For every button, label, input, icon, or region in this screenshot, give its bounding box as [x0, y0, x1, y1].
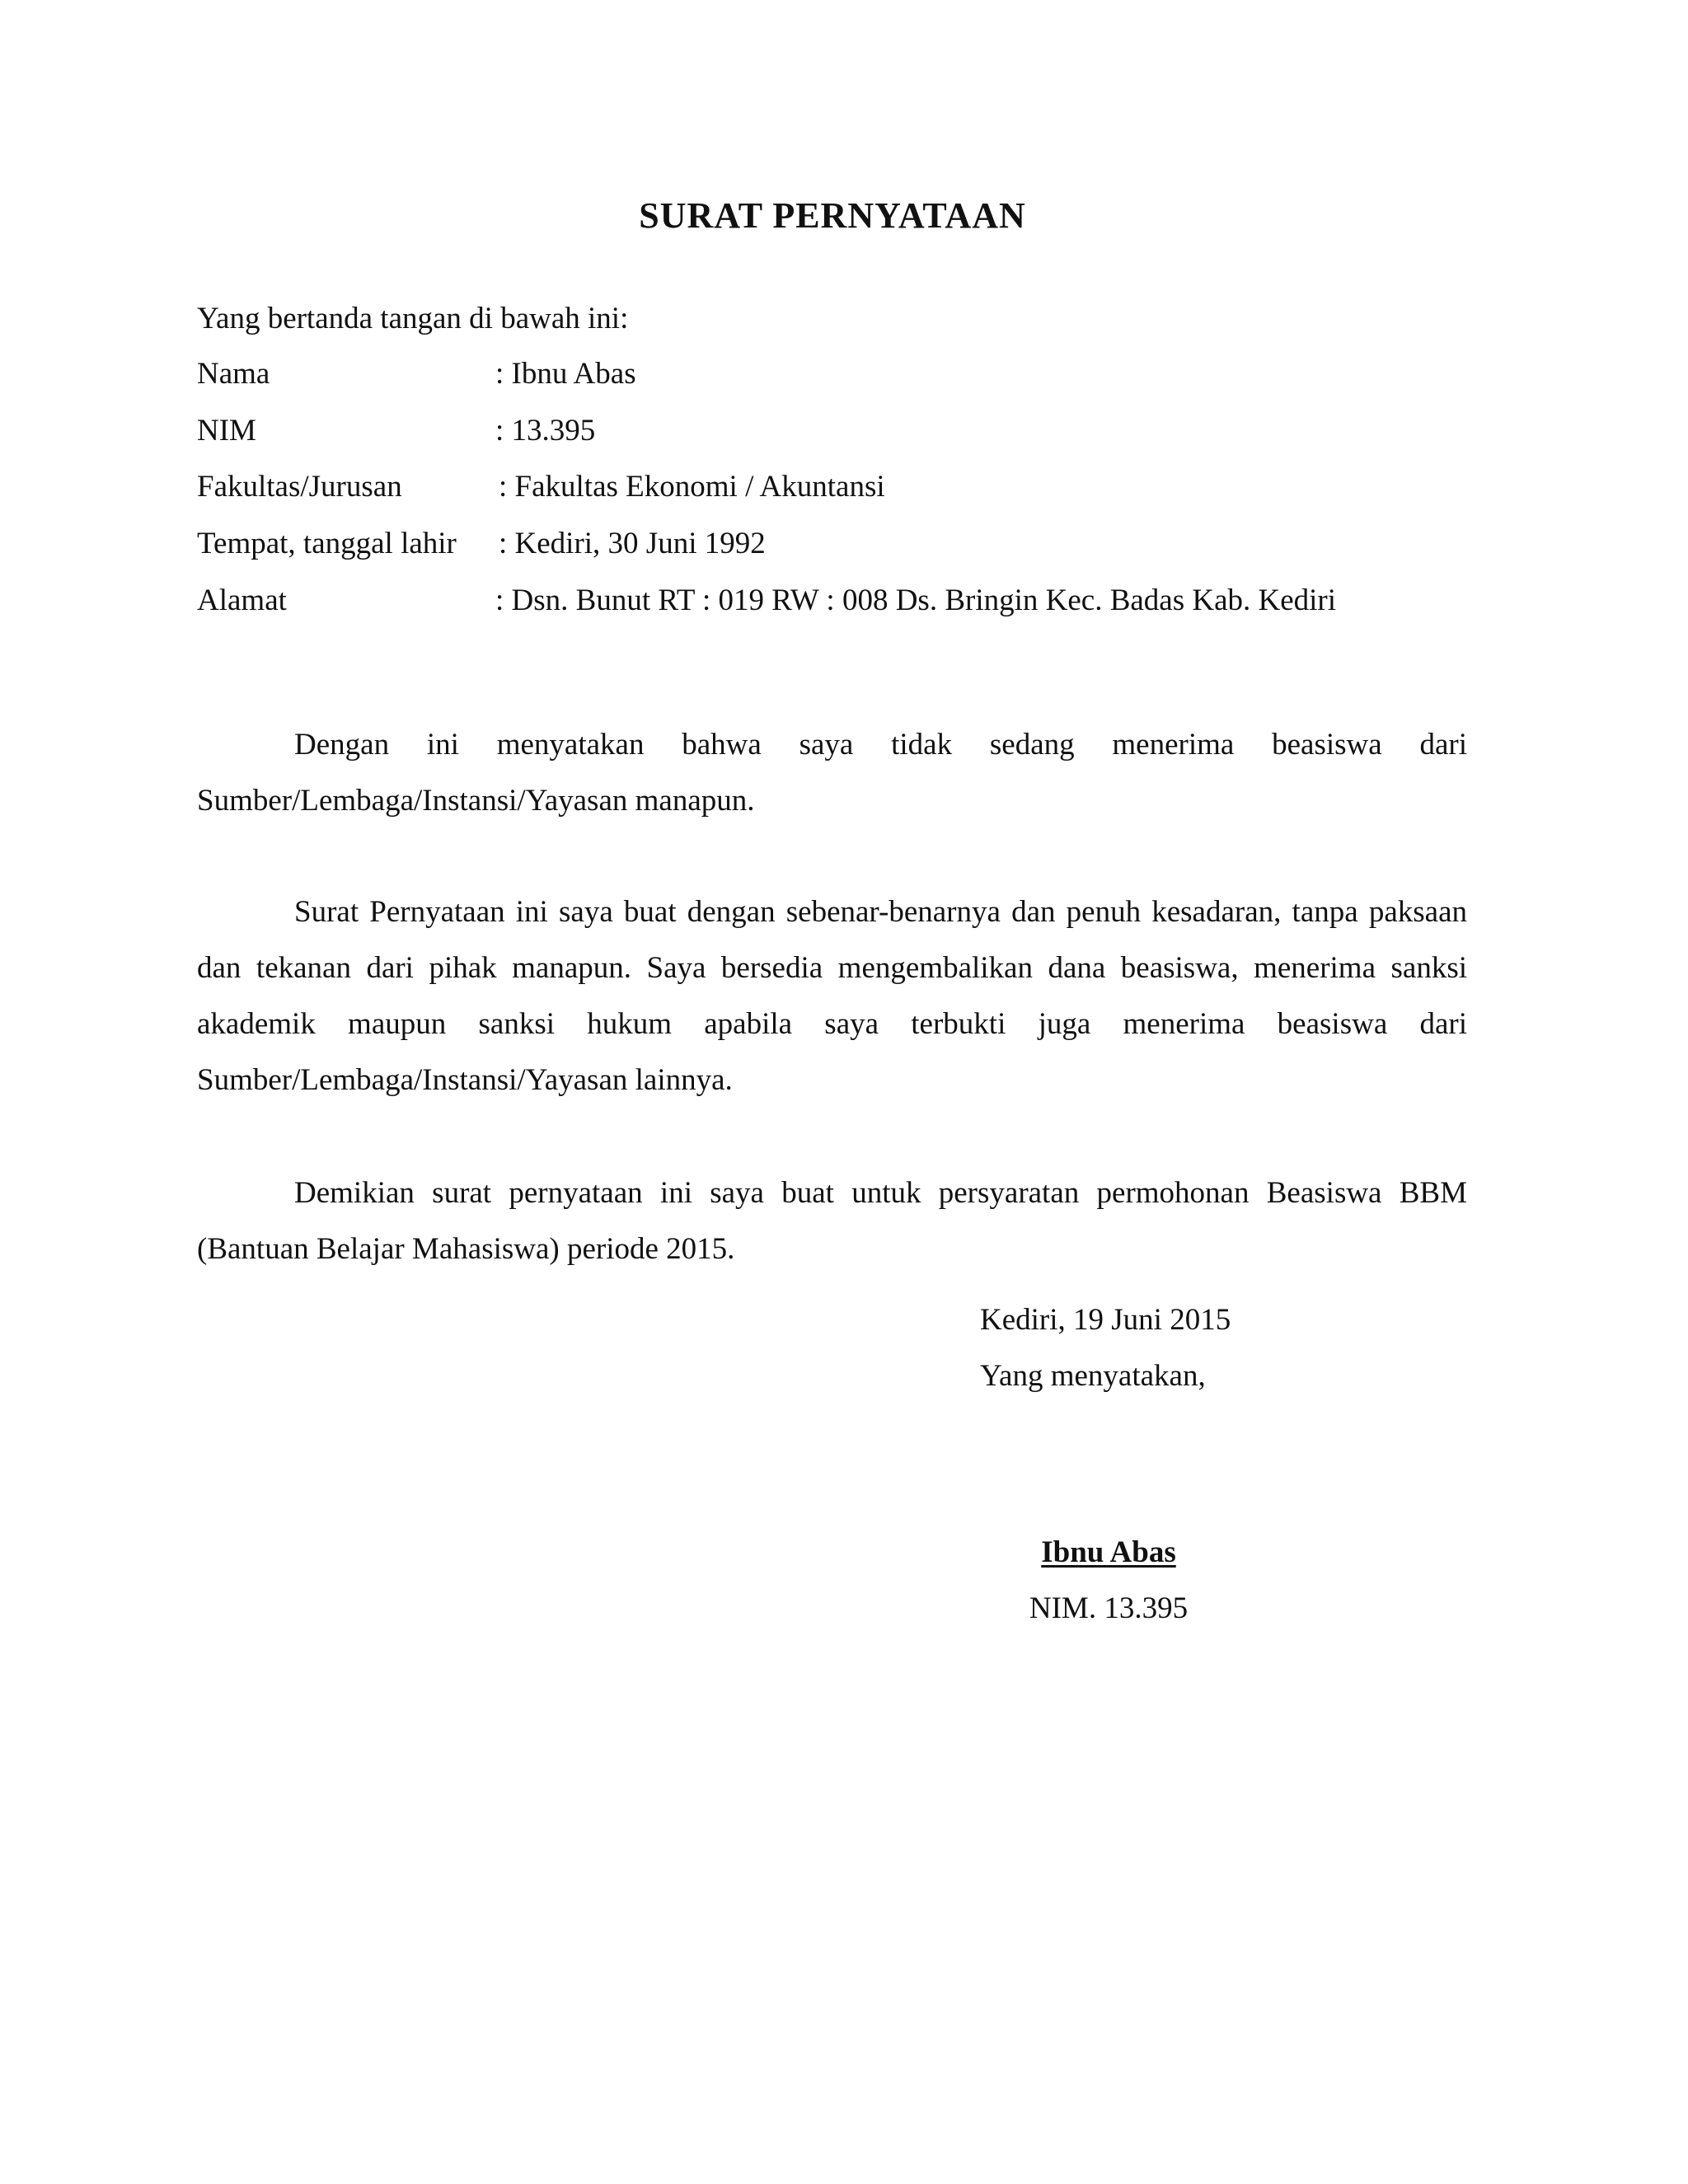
signature-role: Yang menyatakan, — [980, 1359, 1206, 1393]
document-title: SURAT PERNYATAAN — [639, 195, 1026, 236]
field-value-nim: : 13.395 — [495, 414, 596, 448]
signer-name: Ibnu Abas — [1041, 1535, 1176, 1569]
paragraph-closing: Demikian surat pernyataan ini saya buat untuk persyaratan permohonan Beasiswa BBM (Bantuan Belajar Mahasiswa) periode 2015. — [197, 1176, 1467, 1266]
field-label-nim: NIM — [197, 414, 256, 448]
field-label-fakultas: Fakultas/Jurusan — [197, 470, 402, 504]
field-label-nama: Nama — [197, 357, 270, 391]
field-row-nim — [197, 413, 1483, 454]
field-value-ttl: : Kediri, 30 Juni 1992 — [499, 527, 766, 560]
field-row-fakultas — [197, 469, 1483, 510]
intro-line: Yang bertanda tangan di bawah ini: — [197, 302, 629, 335]
signer-nim: NIM. 13.395 — [1029, 1591, 1189, 1625]
signature-place-date: Kediri, 19 Juni 2015 — [980, 1303, 1231, 1337]
field-value-fakultas: : Fakultas Ekonomi / Akuntansi — [499, 470, 885, 504]
paragraph-declaration: Surat Pernyataan ini saya buat dengan sebenar-benarnya dan penuh kesadaran, tanpa paksaan dan tekanan dari pihak manapun. Saya bersedia mengembalikan dana beasiswa, menerima sanksi akademik maupun sanksi hukum apabila saya terbukti juga menerima beasiswa dari Sumber/Lembaga/Instansi/Yayasan lainnya. — [197, 895, 1467, 1097]
field-row-nama — [197, 356, 1483, 397]
field-value-alamat: : Dsn. Bunut RT : 019 RW : 008 Ds. Bringin Kec. Badas Kab. Kediri — [495, 583, 1337, 617]
field-row-ttl — [197, 526, 1483, 567]
field-label-ttl: Tempat, tanggal lahir — [197, 527, 457, 560]
field-value-nama: : Ibnu Abas — [495, 357, 636, 391]
field-row-alamat — [197, 583, 1483, 624]
field-label-alamat: Alamat — [197, 583, 287, 617]
paragraph-statement: Dengan ini menyatakan bahwa saya tidak sedang menerima beasiswa dari Sumber/Lembaga/Instansi/Yayasan manapun. — [197, 728, 1467, 818]
